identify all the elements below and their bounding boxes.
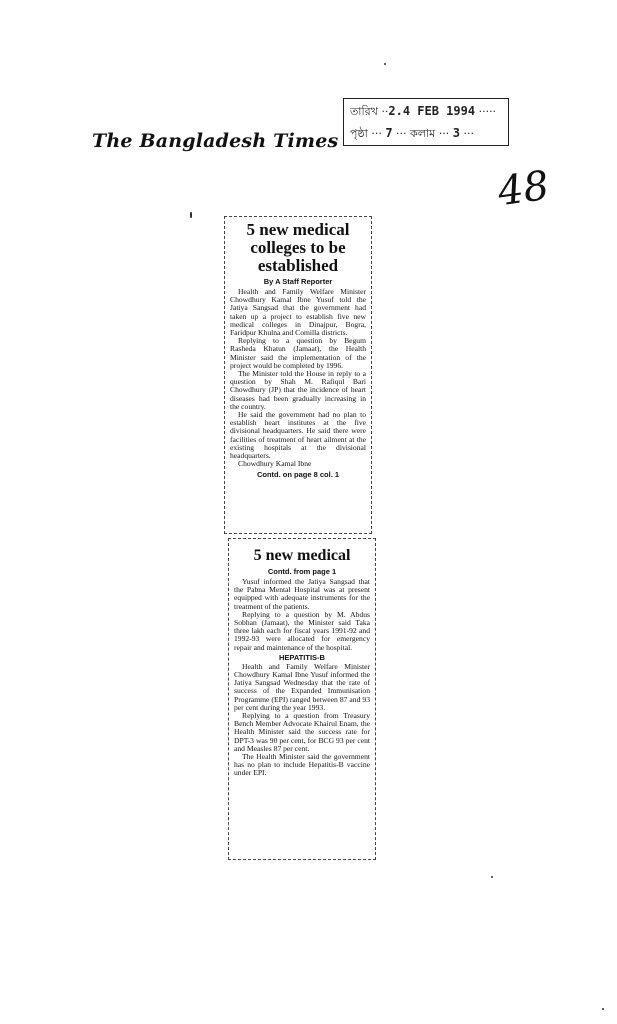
article-paragraph: Replying to a question by Begum Rasheda Khatun (Jamaat), the Health Minister said the implementation of the project would be completed by 1996. xyxy=(230,336,366,370)
article-paragraph: Replying to a question by M. Abdus Sobhan (Jamaat), the Minister said Taka three lakh each for fiscal years 1991-92 and 1992-93 were allocated for emergency repair and maintenance of the hospital. xyxy=(234,609,370,652)
scan-speck xyxy=(602,1008,604,1010)
article-paragraph: He said the government had no plan to establish heart institutes at the five divisional headquarters. He said there were facilities of treatment of heart ailment at the existing hospitals at the divisional headquarters. xyxy=(230,410,366,461)
article-clipping-main xyxy=(224,216,372,534)
stamp-date-label: তারিখ xyxy=(350,105,378,118)
scan-speck xyxy=(190,212,192,218)
stamp-page-label: পৃষ্ঠা xyxy=(350,127,368,140)
date-stamp xyxy=(343,98,509,146)
scan-speck xyxy=(491,876,493,878)
stamp-page-value: 7 xyxy=(385,126,393,140)
article-body xyxy=(230,288,366,468)
newspaper-name: The Bangladesh Times xyxy=(92,130,339,152)
scan-speck xyxy=(384,63,386,65)
continuation-headline: 5 new medical xyxy=(253,547,351,564)
article-paragraph: Chowdhury Kamal Ibne xyxy=(238,459,312,469)
article-paragraph: Health and Family Welfare Minister Chowdhury Kamal Ibne Yusuf informed the Jatiya Sangsad Wednesday that the rate of success of the Expanded Immunisation Programme (EPI) ranged between 87 and 93 per cent during the year 1993. xyxy=(234,661,370,712)
article-paragraph: Replying to a question from Treasury Bench Member Advocate Khairul Enam, the Health Minister said the success rate for DPT-3 was 90 per cent, for BCG 93 per cent and Measles 87 per cent. xyxy=(234,711,370,753)
continued-from-note: Contd. from page 1 xyxy=(267,567,337,576)
stamp-date-row: তারিখ ··2.4 FEB 1994 ····· xyxy=(350,104,497,118)
continuation-body xyxy=(234,578,370,652)
section-subhead: HEPATITIS-B xyxy=(279,652,325,662)
article-byline: By A Staff Reporter xyxy=(263,277,333,286)
continued-note: Contd. on page 8 col. 1 xyxy=(256,470,340,480)
continuation-body-hepatitis xyxy=(234,663,370,778)
article-headline: 5 new medical colleges to be established xyxy=(246,220,350,275)
stamp-column-value: 3 xyxy=(452,126,460,140)
handwritten-page-number: 48 xyxy=(495,162,552,216)
article-paragraph: The Minister told the House in reply to a question by Shah M. Rafiqul Bari Chowdhury (JP) that the incidence of heart diseases had been gradually increasing in the country. xyxy=(230,369,366,411)
article-paragraph: Yusuf informed the Jatiya Sangsad that the Pabna Mental Hospital was at present equipped with adequate instruments for the treatment of the patients. xyxy=(234,577,370,611)
stamp-column-label: কলাম xyxy=(410,127,436,140)
article-paragraph: Health and Family Welfare Minister Chowdhury Kamal Ibne Yusuf told the Jatiya Sangsad that the government had taken up a project to establish five new medical colleges in Dinajpur, Bogra, Faridpur Khulna and Comilla districts. xyxy=(230,287,366,338)
stamp-page-row: পৃষ্ঠা ··· 7 ··· কলাম ··· 3 ··· xyxy=(350,126,474,140)
article-clipping-continuation xyxy=(228,538,376,860)
article-paragraph: The Health Minister said the government has no plan to include Hepatitis-B vaccine under EPI. xyxy=(234,752,370,778)
stamp-date-value: 2.4 FEB 1994 xyxy=(388,104,476,118)
